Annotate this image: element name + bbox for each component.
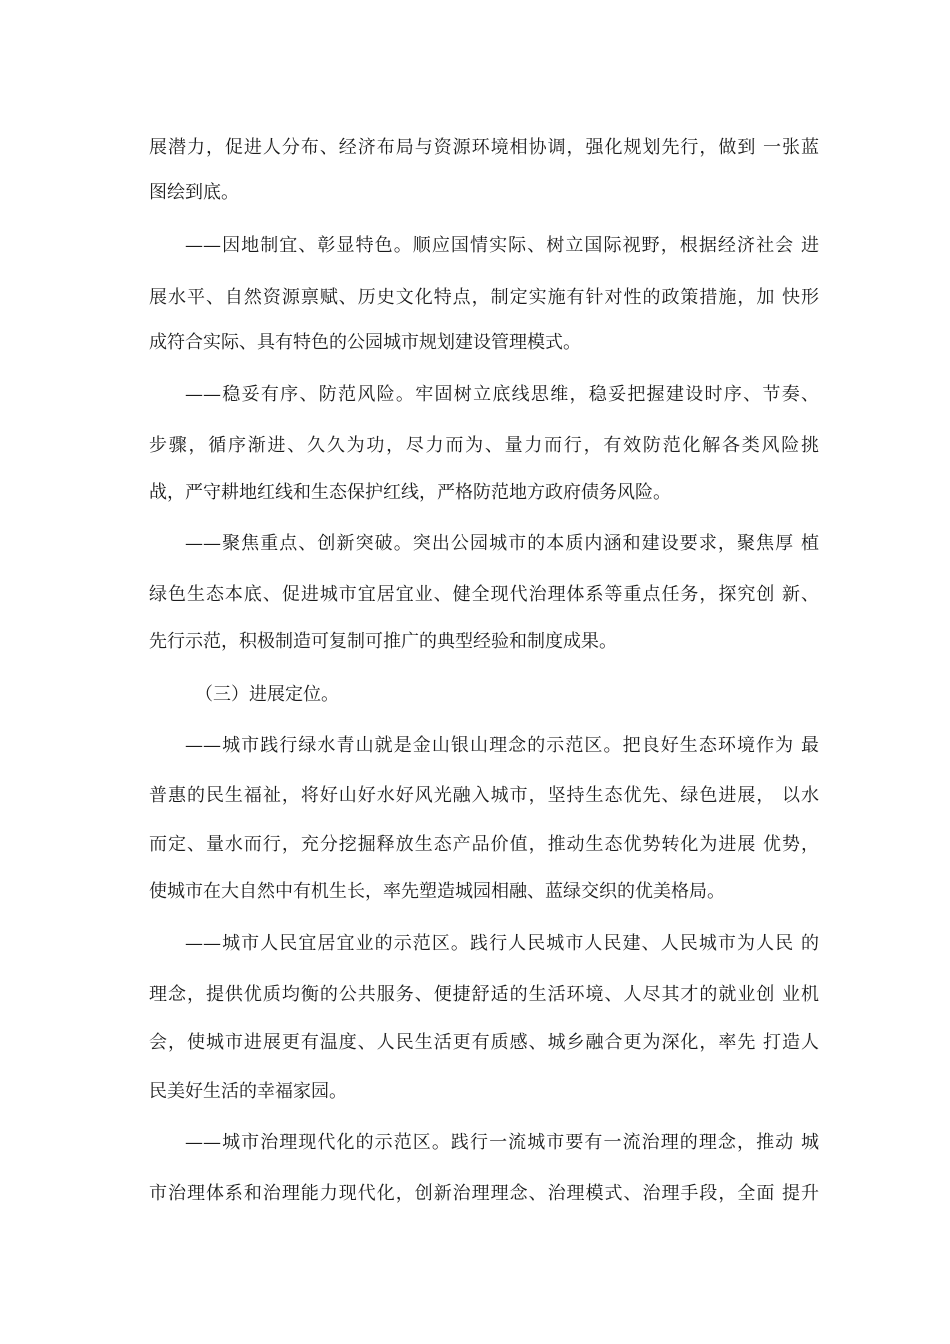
text-line: ——城市人民宜居宜业的示范区。践行人民城市人民建、人民城市为人民 的	[185, 933, 819, 954]
text-line: 而定、量水而行，充分挖掘释放生态产品价值，推动生态优势转化为进展 优势，	[149, 834, 819, 855]
text-line: 展潜力，促进人分布、经济布局与资源环境相协调，强化规划先行，做到 一张蓝	[149, 137, 819, 158]
text-line: ——聚焦重点、创新突破。突出公园城市的本质内涵和建设要求，聚焦厚 植	[185, 533, 819, 554]
text-line: 绿色生态本底、促进城市宜居宜业、健全现代治理体系等重点任务，探究创 新、	[149, 584, 819, 605]
text-line: ——稳妥有序、防范风险。牢固树立底线思维，稳妥把握建设时序、节奏、	[185, 384, 819, 405]
text-line: ——城市践行绿水青山就是金山银山理念的示范区。把良好生态环境作为 最	[185, 735, 819, 756]
text-line: 成符合实际、具有特色的公园城市规划建设管理模式。	[149, 332, 581, 353]
text-line: 使城市在大自然中有机生长，率先塑造城园相融、蓝绿交织的优美格局。	[149, 881, 725, 902]
text-line: 普惠的民生福祉，将好山好水好风光融入城市，坚持生态优先、绿色进展， 以水	[149, 785, 819, 806]
text-line: 会，使城市进展更有温度、人民生活更有质感、城乡融合更为深化，率先 打造人	[149, 1032, 819, 1053]
text-line: 民美好生活的幸福家园。	[149, 1081, 347, 1102]
text-line: 理念，提供优质均衡的公共服务、便捷舒适的生活环境、人尽其才的就业创 业机	[149, 984, 819, 1005]
text-line: 市治理体系和治理能力现代化，创新治理理念、治理模式、治理手段，全面 提升	[149, 1183, 819, 1204]
text-line: ——城市治理现代化的示范区。践行一流城市要有一流治理的理念，推动 城	[185, 1132, 819, 1153]
text-line: ——因地制宜、彰显特色。顺应国情实际、树立国际视野，根据经济社会 进	[185, 235, 819, 256]
section-heading: （三）进展定位。	[195, 684, 339, 705]
text-line: 步骤，循序渐进、久久为功，尽力而为、量力而行，有效防范化解各类风险挑	[149, 435, 819, 456]
text-line: 展水平、自然资源禀赋、历史文化特点，制定实施有针对性的政策措施，加 快形	[149, 287, 819, 308]
text-line: 战，严守耕地红线和生态保护红线，严格防范地方政府债务风险。	[149, 482, 671, 503]
text-line: 先行示范，积极制造可复制可推广的典型经验和制度成果。	[149, 631, 617, 652]
text-line: 图绘到底。	[149, 182, 239, 203]
